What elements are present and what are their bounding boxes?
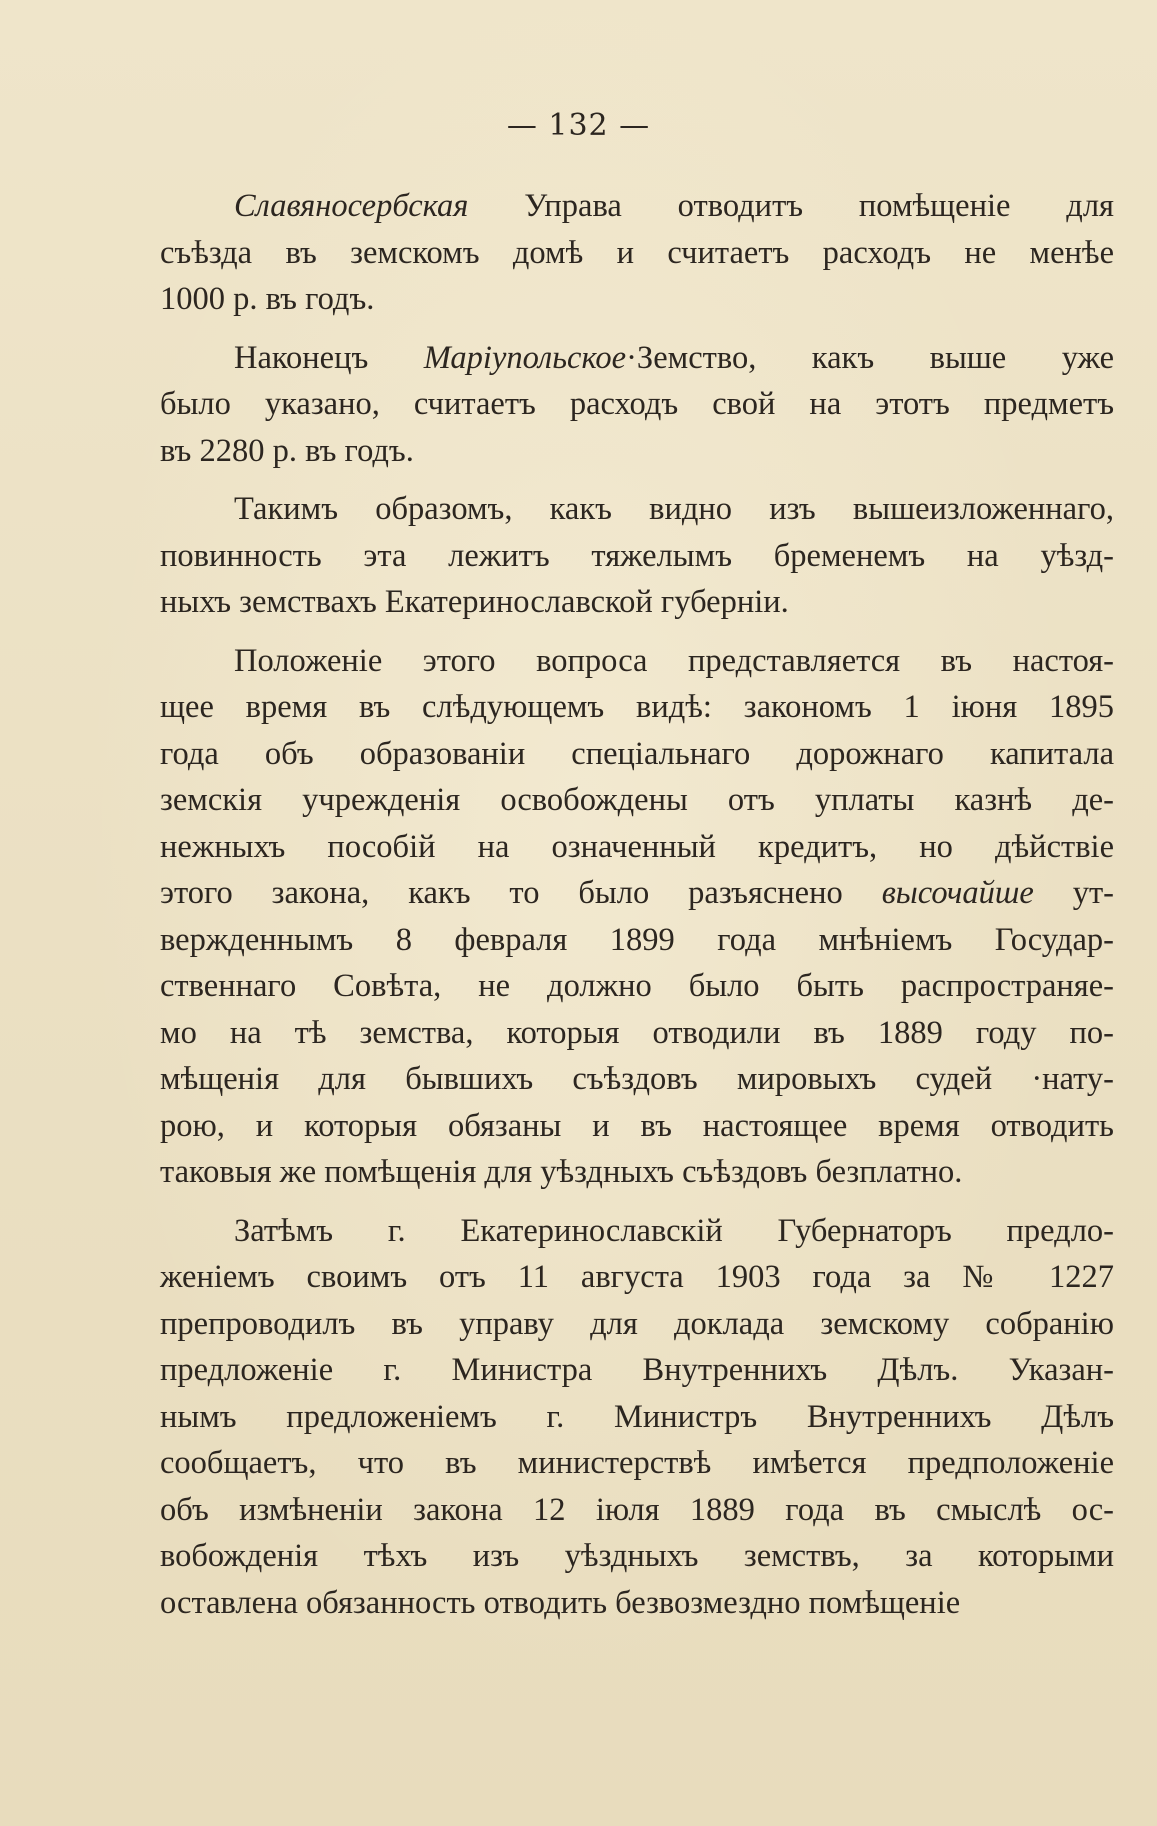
text-line (160, 381, 1114, 428)
paragraph (160, 183, 1114, 323)
text-segment: Положеніе этого вопроса представляется въ настоя- (234, 642, 1114, 679)
paragraph (160, 335, 1114, 475)
text-segment: было указано, считаетъ расходъ свой на этотъ предметъ (160, 386, 1114, 422)
text-line (160, 428, 1114, 475)
italic-text: Славяносербская (234, 188, 469, 224)
text-line (160, 183, 1114, 230)
text-segment: ут- (1033, 875, 1114, 911)
text-line (160, 1208, 1114, 1255)
text-segment: ·Земство, какъ выше уже (626, 339, 1114, 376)
text-segment: ственнаго Совѣта, не должно было быть распространяе- (160, 968, 1114, 1004)
text-line (160, 1533, 1114, 1580)
text-segment: ныхъ земствахъ Екатеринославской губерніи. (160, 584, 789, 620)
text-line (160, 1347, 1114, 1394)
text-segment: Затѣмъ г. Екатеринославскій Губернаторъ предло- (234, 1212, 1114, 1249)
text-segment: предложеніе г. Министра Внутреннихъ Дѣлъ. Указан- (160, 1352, 1114, 1388)
paragraph (160, 638, 1114, 1196)
text-segment: повинность эта лежитъ тяжелымъ бременемъ на уѣзд- (160, 537, 1114, 574)
body-text (160, 183, 1114, 1626)
text-line (160, 1149, 1114, 1196)
paragraph (160, 486, 1114, 626)
italic-text: высочайше (881, 875, 1034, 911)
text-line (160, 963, 1114, 1010)
text-line (160, 579, 1114, 626)
text-segment: этого закона, какъ то было разъяснено (160, 875, 882, 911)
text-segment: Такимъ образомъ, какъ видно изъ вышеизложеннаго, (234, 491, 1114, 527)
text-segment: года объ образованіи спеціальнаго дорожнаго капитала (160, 735, 1114, 772)
text-line (160, 276, 1114, 323)
text-line (160, 1254, 1114, 1301)
text-segment: сообщаетъ, что въ министерствѣ имѣется предположеніе (160, 1445, 1114, 1481)
text-line (160, 335, 1114, 382)
text-line (160, 684, 1114, 731)
text-line (160, 1487, 1114, 1534)
text-segment: препроводилъ въ управу для доклада земскому собранію (160, 1305, 1114, 1342)
text-line (160, 1394, 1114, 1441)
text-line (160, 1056, 1114, 1103)
text-segment: Наконецъ (234, 339, 424, 376)
text-segment: 1000 р. въ годъ. (160, 281, 375, 317)
text-segment: рою, и которыя обязаны и въ настоящее время отводить (160, 1107, 1114, 1144)
text-segment: нымъ предложеніемъ г. Министръ Внутреннихъ Дѣлъ (160, 1398, 1114, 1435)
page-number: — 132 — (506, 108, 651, 143)
text-line (160, 1580, 1114, 1627)
text-line (160, 1010, 1114, 1057)
text-segment: вобожденія тѣхъ изъ уѣздныхъ земствъ, за которыми (160, 1538, 1114, 1574)
text-line (160, 230, 1114, 277)
text-line (160, 486, 1114, 533)
text-line (160, 824, 1114, 871)
text-segment: земскія учрежденія освобождены отъ уплаты казнѣ де- (160, 782, 1114, 818)
text-segment: вержденнымъ 8 февраля 1899 года мнѣніемъ Государ- (160, 921, 1114, 958)
text-segment: мо на тѣ земства, которыя отводили въ 1889 году по- (160, 1014, 1114, 1051)
text-segment: съѣзда въ земскомъ домѣ и считаетъ расходъ не менѣе (160, 234, 1114, 271)
text-segment: оставлена обязанность отводить безвозмездно помѣщеніе (160, 1584, 961, 1621)
text-line (160, 533, 1114, 580)
text-line (160, 1440, 1114, 1487)
text-line (160, 777, 1114, 824)
text-segment: Управа отводитъ помѣщеніе для (468, 188, 1114, 224)
text-line (160, 917, 1114, 964)
text-line (160, 638, 1114, 685)
text-segment: мѣщенія для бывшихъ съѣздовъ мировыхъ судей ·нату- (160, 1061, 1114, 1097)
paragraph (160, 1208, 1114, 1627)
text-segment: въ 2280 р. въ годъ. (160, 432, 414, 469)
text-segment: таковыя же помѣщенія для уѣздныхъ съѣздовъ безплатно. (160, 1154, 963, 1190)
text-line (160, 1103, 1114, 1150)
text-line (160, 731, 1114, 778)
text-line (160, 870, 1114, 917)
italic-text: Маріупольское (423, 339, 627, 376)
text-segment: щее время въ слѣдующемъ видѣ: закономъ 1 іюня 1895 (160, 689, 1114, 725)
text-line (160, 1301, 1114, 1348)
text-segment: женіемъ своимъ отъ 11 августа 1903 года за № 1227 (160, 1259, 1114, 1295)
text-segment: нежныхъ пособій на означенный кредитъ, но дѣйствіе (160, 828, 1114, 865)
text-segment: объ измѣненіи закона 12 іюля 1889 года въ смыслѣ ос- (160, 1491, 1114, 1528)
